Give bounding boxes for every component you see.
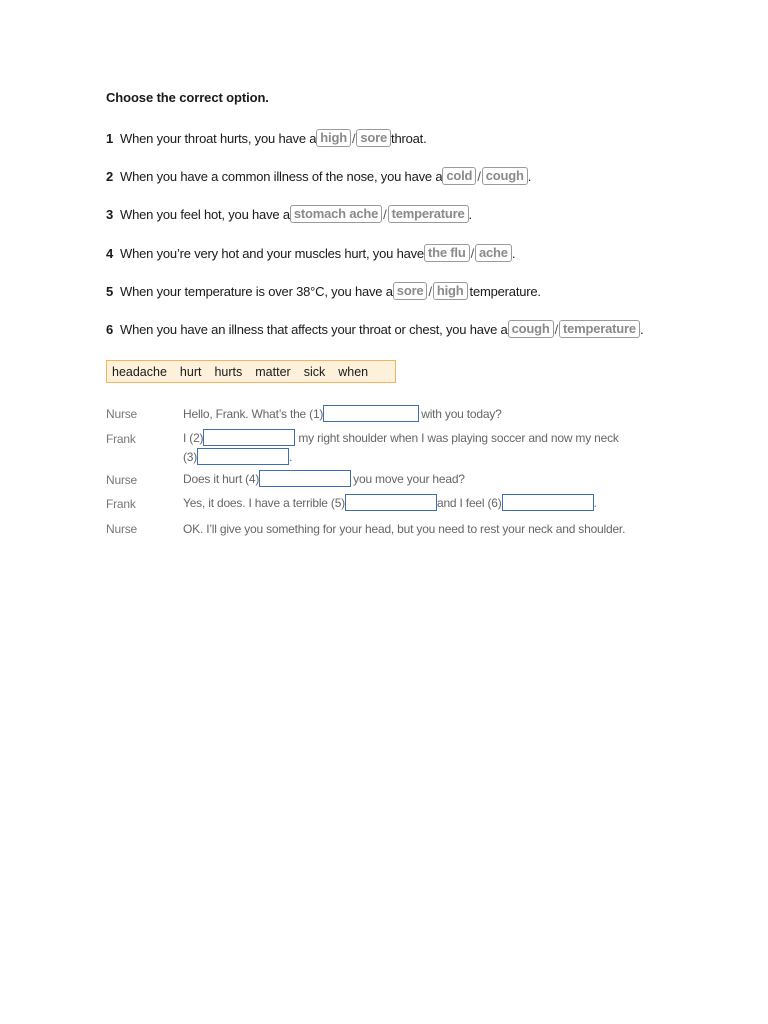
question-text: When you have an illness that affects your throat or chest, you have a: [120, 321, 508, 337]
dialogue-line-5: [183, 522, 625, 536]
word-bank: [106, 360, 396, 383]
question-text-end: .: [468, 206, 472, 222]
option-high[interactable]: high: [433, 282, 468, 300]
answer-blank-3[interactable]: [197, 448, 289, 465]
question-text: When your temperature is over 38°C, you have a: [120, 283, 393, 299]
option-cough[interactable]: cough: [482, 167, 528, 185]
question-number: 1: [106, 130, 114, 146]
dialogue-text: with you today?: [421, 406, 502, 421]
speaker-label: Nurse: [106, 522, 138, 536]
question-number: 5: [106, 283, 114, 299]
answer-blank-4[interactable]: [259, 470, 351, 487]
slash-separator: /: [351, 130, 356, 146]
dialogue-text: Does it hurt (4): [183, 471, 260, 486]
slash-separator: /: [477, 168, 481, 184]
speaker-label: Nurse: [106, 473, 138, 487]
answer-blank-5[interactable]: [345, 494, 437, 511]
question-number: 4: [106, 245, 114, 261]
option-sore[interactable]: sore: [393, 282, 428, 300]
dialogue-text: my right shoulder when I was playing soccer and now my neck: [298, 430, 619, 445]
question-5: [106, 282, 541, 300]
dialogue-text: Hello, Frank. What’s the (1): [183, 406, 324, 421]
question-number: 3: [106, 206, 114, 222]
question-text-end: .: [511, 245, 516, 261]
speaker-label: Nurse: [106, 407, 138, 421]
question-text: When your throat hurts, you have a: [120, 130, 317, 146]
instruction-heading: Choose the correct option.: [106, 90, 269, 105]
question-text: When you’re very hot and your muscles hurt, you have: [120, 245, 424, 261]
question-text-end: temperature.: [469, 283, 541, 299]
word-bank-item: hurts: [214, 364, 243, 379]
dialogue-text: .: [593, 495, 597, 510]
dialogue-text: OK. I’ll give you something for your head, but you need to rest your neck and shoulder.: [183, 522, 626, 536]
word-bank-item: sick: [303, 364, 326, 379]
word-bank-item: headache: [112, 364, 167, 379]
speaker-label: Frank: [106, 432, 136, 446]
slash-separator: /: [383, 206, 387, 222]
dialogue-line-2: [183, 429, 619, 446]
question-text-end: throat.: [391, 130, 427, 146]
word-bank-item: hurt: [179, 364, 202, 379]
option-cough[interactable]: cough: [508, 320, 554, 338]
question-text: When you have a common illness of the nose, you have a: [120, 168, 443, 184]
dialogue-text: (3): [183, 449, 198, 464]
answer-blank-6[interactable]: [502, 494, 594, 511]
slash-separator: /: [470, 245, 474, 261]
question-1: [106, 129, 427, 147]
answer-blank-2[interactable]: [203, 429, 295, 446]
option-temperature[interactable]: temperature: [559, 320, 640, 338]
question-text-end: .: [639, 321, 644, 337]
question-number: 2: [106, 168, 114, 184]
question-2: [106, 167, 531, 185]
dialogue-text: and I feel (6): [436, 495, 502, 510]
question-text: When you feel hot, you have a: [120, 206, 290, 222]
question-4: [106, 244, 515, 262]
dialogue-line-1: [183, 405, 502, 422]
dialogue-text: you move your head?: [353, 471, 465, 486]
dialogue-text: .: [289, 449, 293, 464]
word-bank-item: matter: [255, 364, 291, 379]
dialogue-line-3: [183, 470, 465, 487]
dialogue-text: I (2): [183, 430, 204, 445]
word-bank-item: when: [338, 364, 369, 379]
dialogue-text: Yes, it does. I have a terrible (5): [183, 495, 345, 510]
option-temperature[interactable]: temperature: [388, 205, 469, 223]
question-number: 6: [106, 321, 114, 337]
option-stomach-ache[interactable]: stomach ache: [290, 205, 382, 223]
question-6: [106, 320, 643, 338]
slash-separator: /: [554, 321, 558, 337]
option-ache[interactable]: ache: [475, 244, 512, 262]
slash-separator: /: [428, 283, 432, 299]
option-the-flu[interactable]: the flu: [424, 244, 470, 262]
answer-blank-1[interactable]: [323, 405, 419, 422]
speaker-label: Frank: [106, 497, 136, 511]
question-3: [106, 205, 472, 223]
option-high[interactable]: high: [316, 129, 351, 147]
option-sore[interactable]: sore: [356, 129, 391, 147]
dialogue-line-4: [183, 494, 597, 511]
dialogue-line-2-cont: [183, 448, 292, 465]
question-text-end: .: [527, 168, 532, 184]
option-cold[interactable]: cold: [442, 167, 476, 185]
